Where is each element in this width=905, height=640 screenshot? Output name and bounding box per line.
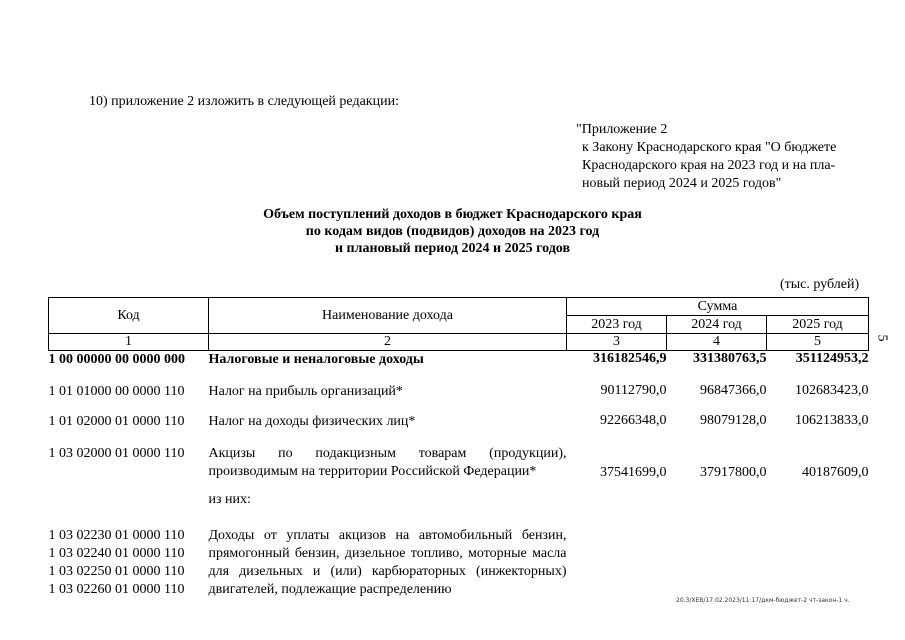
row-value-2023: 92266348,0 xyxy=(600,413,667,428)
table-row xyxy=(49,369,869,405)
row-code: 1 03 02240 01 0000 110 xyxy=(48,546,185,561)
row-value-2025 xyxy=(767,509,869,599)
row-code: 1 03 02250 01 0000 110 xyxy=(48,564,185,579)
document-title xyxy=(0,206,905,257)
row-name: Налоговые и неналоговые доходы xyxy=(208,352,424,367)
row-value-2023 xyxy=(567,509,667,599)
row-value-2024 xyxy=(667,481,767,509)
col-number: 4 xyxy=(667,334,767,351)
row-value-2023: 90112790,0 xyxy=(600,383,667,398)
title-line: и плановый период 2024 и 2025 годов xyxy=(334,241,571,256)
appendix-line: к Закону Краснодарского края "О бюджете xyxy=(582,140,837,155)
row-value-2025: 106213833,0 xyxy=(795,413,869,428)
row-value-2023: 316182546,9 xyxy=(593,351,667,366)
table-row xyxy=(49,351,869,370)
header-name: Наименование дохода xyxy=(209,298,567,334)
row-value-2024: 96847366,0 xyxy=(700,383,767,398)
row-value-2025: 40187609,0 xyxy=(802,465,869,480)
table-row xyxy=(49,431,869,481)
col-number: 1 xyxy=(49,334,209,351)
appendix-reference xyxy=(576,121,836,193)
row-value-2024 xyxy=(667,509,767,599)
col-number: 3 xyxy=(567,334,667,351)
row-code: 1 01 01000 00 0000 110 xyxy=(48,384,185,399)
page-number: 5 xyxy=(874,334,890,342)
title-line: по кодам видов (подвидов) доходов на 2023 год xyxy=(305,224,600,239)
row-name: Доходы от уплаты акцизов на автомобильный бензин, прямогонный бензин, дизельное топливо, моторные масла для дизельных и (или) карбюраторных (инжекторных) двигателей, подлежащие распределению xyxy=(208,528,567,597)
col-number: 2 xyxy=(209,334,567,351)
row-code: 1 03 02230 01 0000 110 xyxy=(48,528,185,543)
table-row xyxy=(49,405,869,431)
units-label: (тыс. рублей) xyxy=(780,277,860,292)
row-value-2023: 37541699,0 xyxy=(600,465,667,480)
appendix-line: "Приложение 2 xyxy=(576,122,668,137)
row-name: Налог на доходы физических лиц* xyxy=(208,414,416,429)
header-year-2023: 2023 год xyxy=(567,316,667,334)
header-sum: Сумма xyxy=(567,298,869,316)
row-code xyxy=(49,481,209,509)
header-code: Код xyxy=(49,298,209,334)
row-code: 1 01 02000 01 0000 110 xyxy=(48,414,185,429)
row-value-2025: 351124953,2 xyxy=(795,351,869,366)
row-code: 1 00 00000 00 0000 000 xyxy=(48,352,185,367)
row-code: 1 03 02260 01 0000 110 xyxy=(48,582,185,597)
row-value-2024: 37917800,0 xyxy=(700,465,767,480)
table-row xyxy=(49,481,869,509)
appendix-line: Краснодарского края на 2023 год и на пла- xyxy=(582,158,836,173)
row-value-2025: 102683423,0 xyxy=(795,383,869,398)
row-name: Акцизы по подакцизным товарам (продукции), производимым на территории Российской Федерации* xyxy=(208,446,567,479)
footer-stamp: 20.3/ХЕВ/17.02.2023/11:17/дкм-бюджет-2 чт-закон-1 ч. xyxy=(676,597,850,604)
row-code: 1 03 02000 01 0000 110 xyxy=(48,446,185,461)
column-numbers-row xyxy=(49,334,869,351)
row-value-2023 xyxy=(567,481,667,509)
row-name: из них: xyxy=(208,492,251,507)
appendix-line: новый период 2024 и 2025 годов" xyxy=(582,176,782,191)
col-number: 5 xyxy=(767,334,869,351)
intro-text: 10) приложение 2 изложить в следующей редакции: xyxy=(89,94,399,109)
row-name: Налог на прибыль организаций* xyxy=(208,384,403,399)
header-row xyxy=(49,298,869,316)
header-year-2024: 2024 год xyxy=(667,316,767,334)
table-row xyxy=(49,509,869,599)
revenue-table xyxy=(48,297,869,599)
row-codes xyxy=(49,509,209,599)
header-year-2025: 2025 год xyxy=(767,316,869,334)
row-value-2024: 331380763,5 xyxy=(693,351,767,366)
row-value-2024: 98079128,0 xyxy=(700,413,767,428)
row-value-2025 xyxy=(767,481,869,509)
title-line: Объем поступлений доходов в бюджет Краснодарского края xyxy=(263,207,642,222)
